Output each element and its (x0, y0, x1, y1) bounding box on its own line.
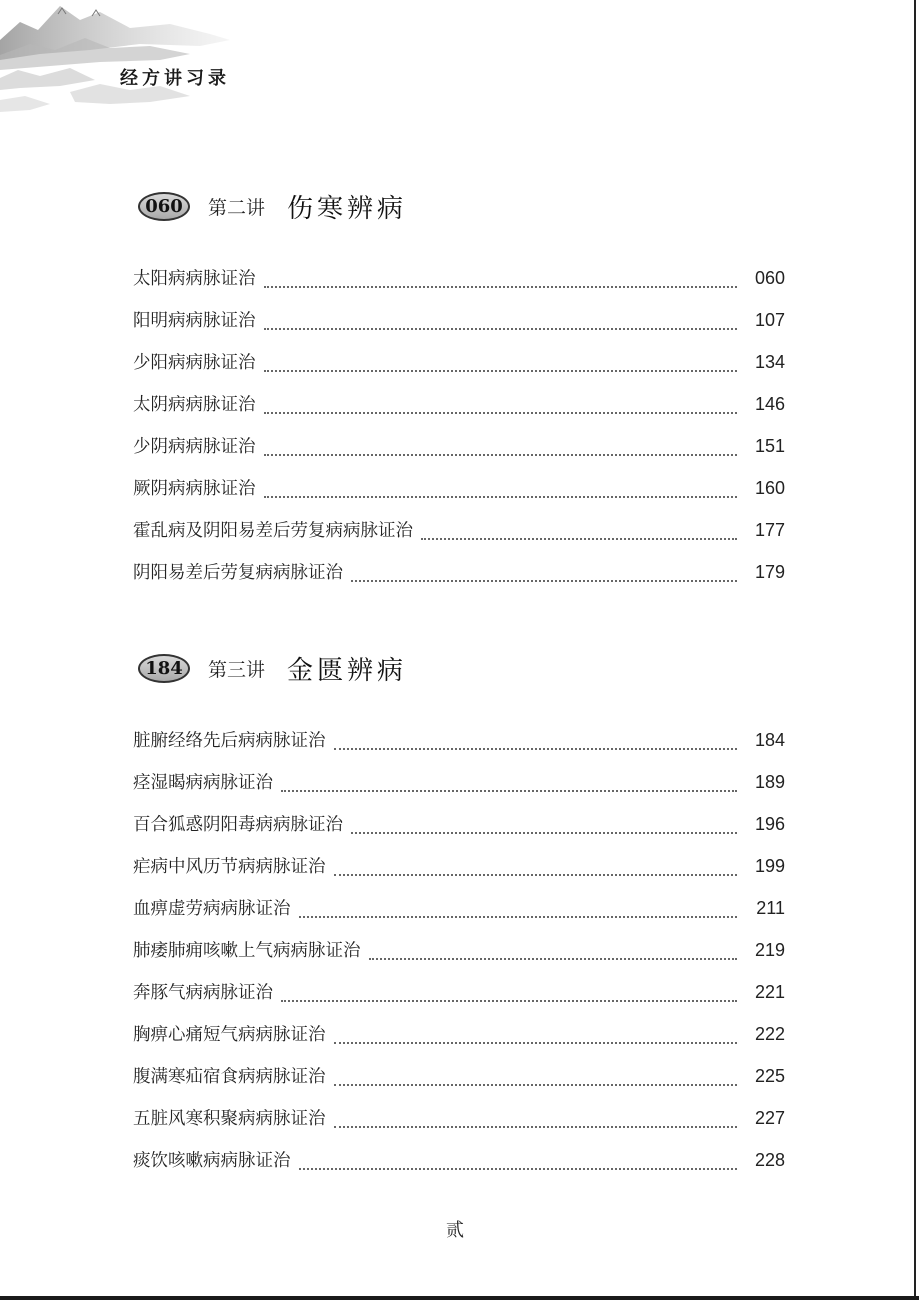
toc-entry-page: 227 (754, 1108, 785, 1128)
toc-entry-page: 221 (754, 982, 785, 1002)
leader-dots (334, 874, 738, 876)
page-badge: 184 (138, 654, 190, 683)
leader-dots (369, 958, 738, 960)
toc-entry-page: 107 (754, 310, 785, 330)
toc-entry-page: 211 (756, 898, 785, 918)
toc-entry-title: 太阴病病脉证治 (133, 395, 256, 415)
toc-entry[interactable] (133, 769, 785, 811)
bottom-edge-rule (0, 1296, 919, 1300)
leader-dots (264, 412, 738, 414)
leader-dots (264, 454, 738, 456)
leader-dots (299, 916, 738, 918)
toc-entry[interactable] (133, 433, 785, 475)
leader-dots (334, 748, 738, 750)
toc-entry-title: 少阳病病脉证治 (133, 353, 256, 373)
toc-entry-page: 222 (754, 1024, 785, 1044)
toc-entry-page: 179 (754, 562, 785, 582)
toc-entry[interactable] (133, 559, 785, 601)
leader-dots (334, 1084, 738, 1086)
toc-entry[interactable] (133, 517, 785, 559)
toc-entry-page: 060 (754, 268, 785, 288)
leader-dots (299, 1168, 738, 1170)
toc-entry-page: 184 (754, 730, 785, 750)
toc-list-lecture-3 (133, 727, 785, 1189)
toc-entry-title: 少阴病病脉证治 (133, 437, 256, 457)
lecture-title: 伤寒辨病 (287, 193, 408, 224)
leader-dots (334, 1126, 738, 1128)
leader-dots (281, 790, 737, 792)
toc-entry[interactable] (133, 1021, 785, 1063)
toc-entry-title: 痉湿暍病病脉证治 (133, 773, 273, 793)
toc-entry-title: 胸痹心痛短气病病脉证治 (133, 1025, 326, 1045)
lecture-title: 金匮辨病 (287, 655, 408, 686)
leader-dots (351, 580, 737, 582)
book-title: 经方讲习录 (120, 68, 230, 89)
toc-entry[interactable] (133, 349, 785, 391)
lecture-number: 第三讲 (208, 658, 266, 681)
toc-entry[interactable] (133, 979, 785, 1021)
leader-dots (264, 496, 738, 498)
toc-entry-page: 196 (754, 814, 785, 834)
toc-entry-title: 百合狐惑阴阳毒病病脉证治 (133, 815, 343, 835)
toc-entry[interactable] (133, 811, 785, 853)
toc-entry-page: 146 (754, 394, 785, 414)
toc-entry-page: 134 (754, 352, 785, 372)
toc-entry[interactable] (133, 1063, 785, 1105)
toc-entry-page: 219 (754, 940, 785, 960)
toc-entry[interactable] (133, 853, 785, 895)
toc-entry-page: 151 (754, 436, 785, 456)
leader-dots (281, 1000, 737, 1002)
toc-entry-page: 177 (754, 520, 785, 540)
leader-dots (264, 328, 738, 330)
toc-entry-page: 199 (754, 856, 785, 876)
toc-entry-page: 228 (754, 1150, 785, 1170)
right-edge-rule (914, 0, 916, 1298)
toc-entry[interactable] (133, 391, 785, 433)
toc-entry-title: 血痹虚劳病病脉证治 (133, 899, 291, 919)
toc-entry[interactable] (133, 265, 785, 307)
toc-entry-title: 霍乱病及阴阳易差后劳复病病脉证治 (133, 521, 413, 541)
toc-entry-title: 脏腑经络先后病病脉证治 (133, 731, 326, 751)
toc-entry[interactable] (133, 937, 785, 979)
leader-dots (351, 832, 737, 834)
toc-list-lecture-2 (133, 265, 785, 601)
toc-entry[interactable] (133, 307, 785, 349)
toc-entry-page: 225 (754, 1066, 785, 1086)
toc-entry-title: 肺痿肺痈咳嗽上气病病脉证治 (133, 941, 361, 961)
toc-entry[interactable] (133, 1147, 785, 1189)
page-badge: 060 (138, 192, 190, 221)
leader-dots (421, 538, 737, 540)
page-number: 贰 (446, 1220, 464, 1241)
leader-dots (264, 370, 738, 372)
toc-entry-title: 厥阴病病脉证治 (133, 479, 256, 499)
section-header-lecture-2 (138, 186, 407, 226)
toc-entry[interactable] (133, 895, 785, 937)
toc-entry-page: 160 (754, 478, 785, 498)
section-header-lecture-3 (138, 648, 407, 688)
toc-entry-title: 疟病中风历节病病脉证治 (133, 857, 326, 877)
toc-entry[interactable] (133, 475, 785, 517)
toc-entry[interactable] (133, 727, 785, 769)
toc-entry-title: 阳明病病脉证治 (133, 311, 256, 331)
toc-entry-title: 奔豚气病病脉证治 (133, 983, 273, 1003)
toc-entry-title: 腹满寒疝宿食病病脉证治 (133, 1067, 326, 1087)
toc-entry-title: 阴阳易差后劳复病病脉证治 (133, 563, 343, 583)
leader-dots (264, 286, 738, 288)
toc-entry-page: 189 (754, 772, 785, 792)
toc-entry-title: 五脏风寒积聚病病脉证治 (133, 1109, 326, 1129)
toc-entry-title: 太阳病病脉证治 (133, 269, 256, 289)
leader-dots (334, 1042, 738, 1044)
landscape-mountains-icon (0, 0, 240, 125)
lecture-number: 第二讲 (208, 196, 266, 219)
toc-entry[interactable] (133, 1105, 785, 1147)
toc-entry-title: 痰饮咳嗽病病脉证治 (133, 1151, 291, 1171)
